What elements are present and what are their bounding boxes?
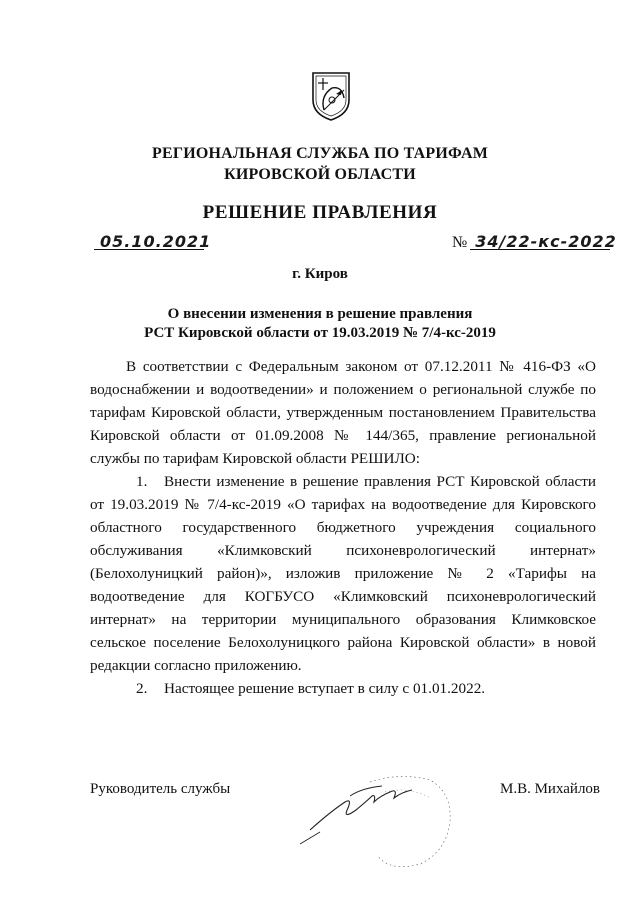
subject-line-1: О внесении изменения в решение правления (167, 306, 473, 322)
org-line-1: РЕГИОНАЛЬНАЯ СЛУЖБА ПО ТАРИФАМ (151, 145, 489, 162)
item-number: 2. (136, 680, 148, 697)
city: г. Киров (292, 266, 348, 282)
document-subject (60, 305, 580, 343)
handwritten-signature (290, 752, 470, 882)
item-text: Внести изменение в решение правления РСТ Кировской области от 19.03.2019 № 7/4-кс-2019 «О тарифах на водоотведение для Кировского областного государственного бюджетного учреждения социального обслуживания «Климковский психоневрологический интернат» (Белохолуницкий район)», изложив приложение № 2 «Тарифы на водоотведение для КОГБУСО «Климковский психоневрологический интернат» на территории муниципального образования Климковское сельское поселение Белохолуницкого района Кировской области» в новой редакции согласно приложению. (90, 473, 596, 674)
preamble: В соответствии с Федеральным законом от 07.12.2011 № 416-ФЗ «О водоснабжении и водоотведении» и положением о региональной службе по тарифам Кировской области, утвержденным постановлением Правительства Кировской области от 01.09.2008 № 144/365, правление региональной службы по тарифам Кировской области РЕШИЛО: (90, 358, 596, 467)
document-date: 05.10.2021 (100, 232, 212, 251)
org-line-2: КИРОВСКОЙ ОБЛАСТИ (224, 166, 416, 183)
number-underline (470, 249, 610, 250)
decision-item-2 (90, 677, 596, 700)
organization-name (60, 143, 580, 185)
item-text: Настоящее решение вступает в силу с 01.01.2022. (164, 680, 486, 697)
signatory-position: Руководитель службы (90, 781, 231, 797)
decision-item-1 (90, 470, 596, 677)
number-sign: № (452, 234, 468, 251)
document-body (90, 355, 596, 700)
document-type: РЕШЕНИЕ ПРАВЛЕНИЯ (202, 202, 438, 223)
item-number: 1. (136, 473, 148, 490)
subject-line-2: РСТ Кировской области от 19.03.2019 № 7/4-кс-2019 (144, 325, 496, 341)
document-number: 34/22-кс-2022 (475, 232, 617, 251)
date-underline (94, 249, 204, 250)
signatory-name: М.В. Михайлов (500, 781, 601, 797)
kirov-coat-of-arms-icon (310, 70, 352, 122)
